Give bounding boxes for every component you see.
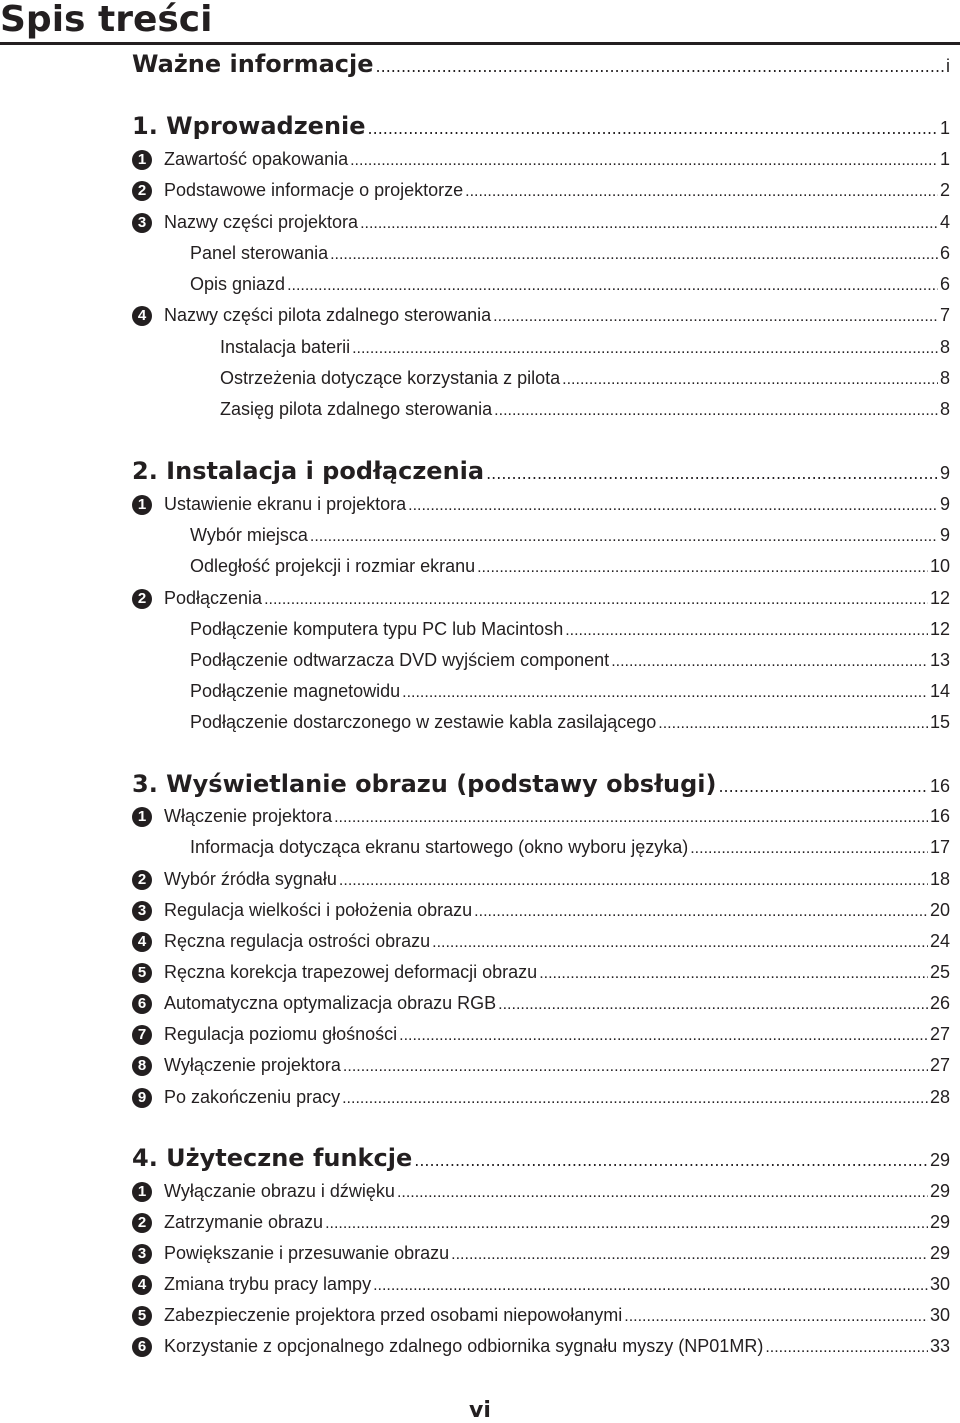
- toc-entry-label: Wyłączanie obrazu i dźwięku: [164, 1181, 395, 1201]
- toc-entry[interactable]: [190, 243, 950, 264]
- toc-entry-label: Podłączenie magnetowidu: [190, 681, 401, 701]
- dot-leader: [658, 715, 928, 733]
- toc-entry[interactable]: [190, 274, 950, 295]
- dot-leader: [690, 840, 928, 858]
- toc-entry-label: Ważne informacje: [132, 50, 374, 78]
- numbered-bullet-icon: 1: [132, 807, 152, 827]
- dot-leader: [287, 277, 938, 295]
- toc-entry[interactable]: [164, 1055, 950, 1076]
- dot-leader: [397, 1184, 928, 1202]
- toc-entry-label: Panel sterowania: [190, 243, 329, 263]
- numbered-bullet-icon: 1: [132, 495, 152, 515]
- numbered-bullet-icon: 6: [132, 994, 152, 1014]
- toc-entry[interactable]: [164, 931, 950, 952]
- toc-entry[interactable]: [164, 806, 950, 827]
- toc-entry[interactable]: [164, 1087, 950, 1108]
- toc-page-number: 8: [939, 337, 950, 357]
- toc-entry[interactable]: [164, 212, 950, 233]
- toc-page-number: 27: [929, 1055, 950, 1075]
- toc-entry-label: Podłączenie komputera typu PC lub Macintosh: [190, 619, 564, 639]
- numbered-bullet-icon: 5: [132, 1306, 152, 1326]
- dot-leader: [498, 996, 928, 1014]
- toc-entry[interactable]: [164, 900, 950, 921]
- numbered-bullet-icon: 1: [132, 150, 152, 170]
- toc-entry-label: Ustawienie ekranu i projektora: [164, 494, 407, 514]
- dot-leader: [562, 371, 938, 389]
- dot-leader: [765, 1339, 928, 1357]
- toc-entry-label: Zmiana trybu pracy lampy: [164, 1274, 372, 1294]
- toc-entry-label: Włączenie projektora: [164, 806, 333, 826]
- toc-page-number: 9: [939, 525, 950, 545]
- dot-leader: [330, 246, 938, 264]
- toc-page-number: 12: [929, 619, 950, 639]
- dot-leader: [352, 340, 938, 358]
- toc-page-number: 13: [929, 650, 950, 670]
- toc-entry[interactable]: [164, 1181, 950, 1202]
- toc-page-number: 9: [939, 494, 950, 514]
- toc-page-number: 33: [929, 1336, 950, 1356]
- toc-page-number: 10: [929, 556, 950, 576]
- toc-page-number: i: [946, 56, 950, 76]
- toc-entry-label: Regulacja wielkości i położenia obrazu: [164, 900, 473, 920]
- numbered-bullet-icon: 5: [132, 963, 152, 983]
- toc-page-number: 2: [939, 180, 950, 200]
- toc-entry-label: Wybór miejsca: [190, 525, 308, 545]
- toc-entry-label: Powiększanie i przesuwanie obrazu: [164, 1243, 450, 1263]
- dot-leader: [493, 308, 938, 326]
- toc-page-number: 29: [929, 1181, 950, 1201]
- numbered-bullet-icon: 6: [132, 1337, 152, 1357]
- toc-entry[interactable]: [190, 712, 950, 733]
- toc-entry[interactable]: [190, 837, 950, 858]
- toc-entry-label: Podłączenie odtwarzacza DVD wyjściem component: [190, 650, 610, 670]
- numbered-bullet-icon: 7: [132, 1025, 152, 1045]
- dot-leader: [339, 872, 928, 890]
- toc-entry[interactable]: [190, 556, 950, 577]
- toc-entry[interactable]: [164, 869, 950, 890]
- toc-page-number: 29: [929, 1243, 950, 1263]
- toc-chapter[interactable]: [132, 1144, 950, 1172]
- dot-leader: [414, 1151, 928, 1170]
- dot-leader: [494, 402, 938, 420]
- toc-page-number: 18: [929, 869, 950, 889]
- toc-page-number: 9: [939, 463, 950, 483]
- toc-entry-label: Instalacja baterii: [220, 337, 351, 357]
- toc-entry-label: Ręczna regulacja ostrości obrazu: [164, 931, 431, 951]
- dot-leader: [373, 1277, 928, 1295]
- dot-leader: [360, 215, 938, 233]
- toc-entry-label: Nazwy części pilota zdalnego sterowania: [164, 305, 492, 325]
- page-title: Spis treści: [0, 0, 213, 40]
- toc-entry[interactable]: [164, 1274, 950, 1295]
- dot-leader: [465, 183, 938, 201]
- toc-entry-label: Zawartość opakowania: [164, 149, 349, 169]
- toc-entry-label: Informacja dotycząca ekranu startowego (okno wyboru języka): [190, 837, 689, 857]
- toc-entry-label: 1. Wprowadzenie: [132, 112, 366, 140]
- numbered-bullet-icon: 9: [132, 1088, 152, 1108]
- toc-page-number: 20: [929, 900, 950, 920]
- toc-page-number: 16: [929, 806, 950, 826]
- toc-page-number: 12: [929, 588, 950, 608]
- numbered-bullet-icon: 2: [132, 870, 152, 890]
- toc-page-number: 4: [939, 212, 950, 232]
- toc-entry-label: 2. Instalacja i podłączenia: [132, 457, 485, 485]
- toc-entry-label: Opis gniazd: [190, 274, 286, 294]
- numbered-bullet-icon: 2: [132, 181, 152, 201]
- dot-leader: [343, 1058, 928, 1076]
- toc-page-number: 6: [939, 274, 950, 294]
- toc-entry-label: 4. Użyteczne funkcje: [132, 1144, 413, 1172]
- dot-leader: [325, 1215, 928, 1233]
- toc-entry[interactable]: [164, 1305, 950, 1326]
- toc-page-number: 1: [939, 149, 950, 169]
- dot-leader: [310, 528, 938, 546]
- toc-entry-label: Po zakończeniu pracy: [164, 1087, 341, 1107]
- toc-entry[interactable]: [190, 650, 950, 671]
- page-number: vi: [469, 1398, 491, 1423]
- numbered-bullet-icon: 2: [132, 1213, 152, 1233]
- toc-page-number: 25: [929, 962, 950, 982]
- toc-entry-label: Ręczna korekcja trapezowej deformacji obrazu: [164, 962, 538, 982]
- dot-leader: [402, 684, 928, 702]
- toc-entry-label: Podłączenie dostarczonego w zestawie kabla zasilającego: [190, 712, 657, 732]
- toc-entry-label: Wybór źródła sygnału: [164, 869, 337, 889]
- toc-entry[interactable]: [164, 180, 950, 201]
- toc-entry[interactable]: [164, 1024, 950, 1045]
- toc-entry[interactable]: [190, 619, 950, 640]
- toc-entry[interactable]: [164, 149, 950, 170]
- dot-leader: [477, 559, 928, 577]
- dot-leader: [334, 809, 928, 827]
- dot-leader: [368, 119, 938, 138]
- dot-leader: [474, 903, 928, 921]
- toc-entry-label: Automatyczna optymalizacja obrazu RGB: [164, 993, 497, 1013]
- toc-page-number: 16: [929, 776, 950, 796]
- dot-leader: [264, 591, 928, 609]
- toc-entry[interactable]: [164, 993, 950, 1014]
- toc-chapter[interactable]: [132, 770, 950, 798]
- toc-entry[interactable]: [164, 962, 950, 983]
- toc-entry[interactable]: [164, 1243, 950, 1264]
- title-rule: [0, 42, 960, 45]
- toc-entry[interactable]: [164, 1336, 950, 1357]
- toc-entry-label: Zabezpieczenie projektora przed osobami niepowołanymi: [164, 1305, 623, 1325]
- toc-page-number: 27: [929, 1024, 950, 1044]
- toc-page-number: 15: [929, 712, 950, 732]
- dot-leader: [486, 464, 938, 483]
- toc-page-number: 17: [929, 837, 950, 857]
- toc-entry[interactable]: [164, 1212, 950, 1233]
- toc-page-number: 29: [929, 1212, 950, 1232]
- toc-entry-label: Wyłączenie projektora: [164, 1055, 341, 1075]
- dot-leader: [539, 965, 928, 983]
- toc-entry-label: Podstawowe informacje o projektorze: [164, 180, 464, 200]
- toc-page-number: 6: [939, 243, 950, 263]
- numbered-bullet-icon: 8: [132, 1056, 152, 1076]
- dot-leader: [408, 497, 938, 515]
- toc-page-number: 7: [939, 305, 950, 325]
- dot-leader: [451, 1246, 928, 1264]
- toc-entry[interactable]: [220, 399, 950, 420]
- toc-entry-label: Nazwy części projektora: [164, 212, 359, 232]
- dot-leader: [565, 622, 928, 640]
- toc-page-number: 26: [929, 993, 950, 1013]
- toc-page-number: 14: [929, 681, 950, 701]
- dot-leader: [350, 152, 938, 170]
- numbered-bullet-icon: 3: [132, 213, 152, 233]
- dot-leader: [718, 777, 928, 796]
- toc-entry-label: Zatrzymanie obrazu: [164, 1212, 324, 1232]
- toc-entry-label: Korzystanie z opcjonalnego zdalnego odbiornika sygnału myszy (NP01MR): [164, 1336, 764, 1356]
- toc-page-number: 30: [929, 1305, 950, 1325]
- dot-leader: [399, 1027, 928, 1045]
- toc-page-number: 8: [939, 368, 950, 388]
- toc-chapter[interactable]: [132, 457, 950, 485]
- toc-entry[interactable]: [190, 681, 950, 702]
- toc-entry-label: Regulacja poziomu głośności: [164, 1024, 398, 1044]
- dot-leader: [432, 934, 928, 952]
- numbered-bullet-icon: 2: [132, 589, 152, 609]
- toc-entry[interactable]: [220, 368, 950, 389]
- toc-entry-label: Ostrzeżenia dotyczące korzystania z pilota: [220, 368, 561, 388]
- toc-entry[interactable]: [190, 525, 950, 546]
- numbered-bullet-icon: 4: [132, 1275, 152, 1295]
- toc-page-number: 29: [929, 1150, 950, 1170]
- numbered-bullet-icon: 3: [132, 901, 152, 921]
- toc-entry-label: 3. Wyświetlanie obrazu (podstawy obsługi): [132, 770, 717, 798]
- toc-page-number: 8: [939, 399, 950, 419]
- numbered-bullet-icon: 3: [132, 1244, 152, 1264]
- toc-page-number: 28: [929, 1087, 950, 1107]
- toc-entry-label: Podłączenia: [164, 588, 263, 608]
- toc-page-number: 30: [929, 1274, 950, 1294]
- dot-leader: [624, 1308, 928, 1326]
- toc-page-number: 1: [939, 118, 950, 138]
- toc-entry[interactable]: [220, 337, 950, 358]
- dot-leader: [376, 57, 944, 76]
- toc-chapter[interactable]: [132, 112, 950, 140]
- dot-leader: [342, 1090, 928, 1108]
- toc-entry[interactable]: [164, 305, 950, 326]
- numbered-bullet-icon: 4: [132, 932, 152, 952]
- numbered-bullet-icon: 4: [132, 306, 152, 326]
- toc-entry-label: Zasięg pilota zdalnego sterowania: [220, 399, 493, 419]
- toc-entry[interactable]: [164, 588, 950, 609]
- dot-leader: [611, 653, 928, 671]
- toc-page-number: 24: [929, 931, 950, 951]
- toc-entry-label: Odległość projekcji i rozmiar ekranu: [190, 556, 476, 576]
- numbered-bullet-icon: 1: [132, 1182, 152, 1202]
- toc-chapter[interactable]: [132, 50, 950, 78]
- toc-entry[interactable]: [164, 494, 950, 515]
